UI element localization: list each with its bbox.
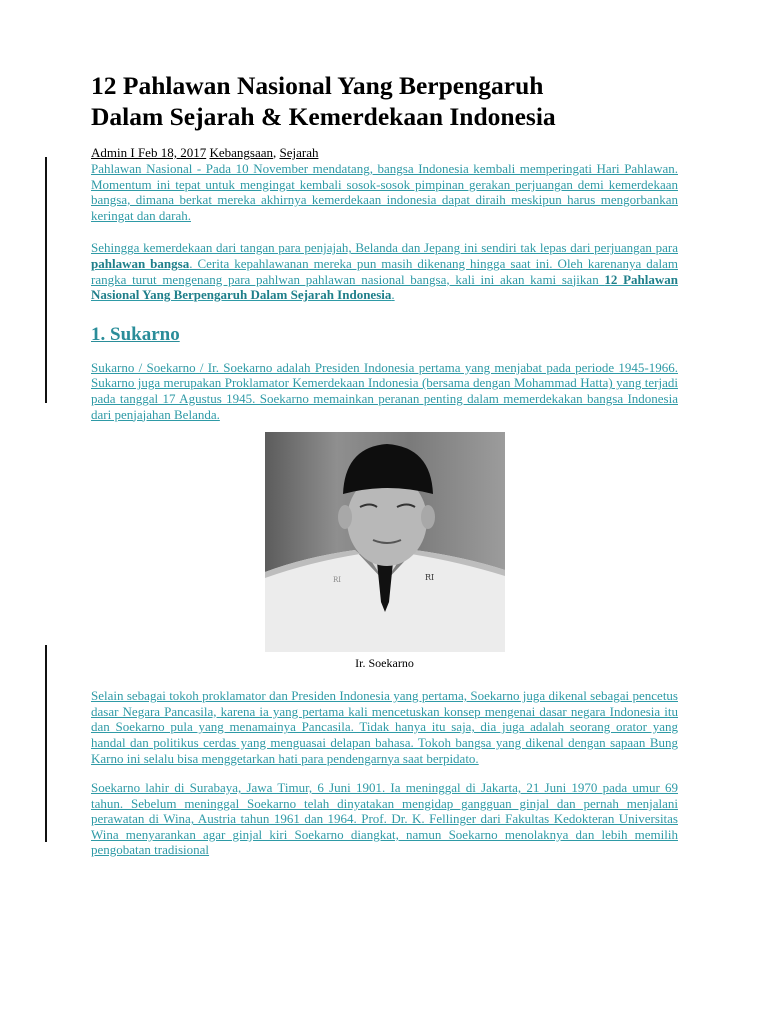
- margin-change-bar-top: [45, 157, 47, 403]
- pahlawan-bangsa-link[interactable]: pahlawan bangsa: [91, 255, 190, 271]
- intro-paragraph[interactable]: Pahlawan Nasional - Pada 10 November mendatang, bangsa Indonesia kembali memperingati Hari Pahlawan. Momentum ini tepat untuk mengingat kembali sosok-sosok pimpinan gerakan perjuangan demi kemerdekaan bangsa, dimana berkat mereka akhirnya kemerdekaan indonesia dapat diraih meskipun harus mengorbankan keringat dan darah.: [91, 161, 678, 223]
- sukarno-paragraph-3[interactable]: Soekarno lahir di Surabaya, Jawa Timur, 6 Juni 1901. Ia meninggal di Jakarta, 21 Juni 1970 pada umur 69 tahun. Sebelum meninggal Soekarno telah dinyatakan mengidap gangguan ginjal dan pernah menjalani perawatan di Wina, Austria tahun 1961 dan 1964. Prof. Dr. K. Fellinger dari Fakultas Kedokteran Universitas Wina menyarankan agar ginjal kiri Soekarno diangkat, namun Soekarno menolaknya dan lebih memilih pengobatan tradisional: [91, 780, 678, 858]
- sukarno-paragraph-1[interactable]: Sukarno / Soekarno / Ir. Soekarno adalah Presiden Indonesia pertama yang menjabat pada periode 1945-1966. Sukarno juga merupakan Proklamator Kemerdekaan Indonesia (bersama dengan Mohammad Hatta) yang terjadi pada tanggal 17 Agustus 1945. Soekarno memainkan peranan penting dalam memerdekakan bangsa Indonesia dari penjajahan Belanda.: [91, 359, 678, 422]
- title-line-2: Dalam Sejarah & Kemerdekaan Indonesia: [91, 102, 556, 131]
- image-caption: Ir. Soekarno: [355, 656, 414, 671]
- category-link-kebangsaan[interactable]: Kebangsaan: [209, 145, 273, 160]
- margin-change-bar-bottom: [45, 645, 47, 842]
- article-meta: [91, 145, 678, 161]
- sukarno-figure: [265, 432, 505, 670]
- svg-text:RI: RI: [424, 573, 434, 583]
- title-line-1: 12 Pahlawan Nasional Yang Berpengaruh: [91, 71, 544, 100]
- category-separator: ,: [272, 145, 277, 160]
- second-paragraph-part1: Sehingga kemerdekaan dari tangan para penjajah, Belanda dan Jepang ini sendiri tak lepas dari perjuangan para: [91, 240, 678, 256]
- sukarno-portrait-image: [265, 432, 505, 652]
- second-paragraph[interactable]: [91, 240, 678, 302]
- second-paragraph-part2: . Cerita kepahlawanan mereka pun masih dikenang hingga saat ini. Oleh karenanya dalam rangka turut mengenang para pahlwan pahlawan nasional bangsa, kali ini akan kami sajikan: [91, 255, 678, 287]
- section-heading-sukarno[interactable]: 1. Sukarno: [91, 323, 180, 345]
- article: [91, 70, 678, 858]
- article-title: [91, 70, 678, 132]
- article-title-link[interactable]: 12 Pahlawan Nasional Yang Berpengaruh Dalam Sejarah Indonesia: [91, 271, 679, 303]
- category-link-sejarah[interactable]: Sejarah: [279, 145, 319, 160]
- second-paragraph-part3: .: [391, 287, 395, 303]
- svg-text:RI: RI: [332, 576, 341, 585]
- author-date-link[interactable]: Admin I Feb 18, 2017: [91, 145, 207, 160]
- sukarno-paragraph-2[interactable]: Selain sebagai tokoh proklamator dan Presiden Indonesia yang pertama, Soekarno juga dikenal sebagai pencetus dasar Negara Pancasila, karena ia yang pertama kali mencetuskan konsep mengenai dasar negara Indonesia itu dan Soekarno pula yang menamainya Pancasila. Tidak hanya itu saja, dia juga adalah seorang orator yang handal dan politikus cerdas yang menguasai delapan bahasa. Tokoh bangsa yang dikenal dengan sapaan Bung Karno ini selalu bisa menggetarkan hati para pendengarnya saat berpidato.: [91, 688, 678, 766]
